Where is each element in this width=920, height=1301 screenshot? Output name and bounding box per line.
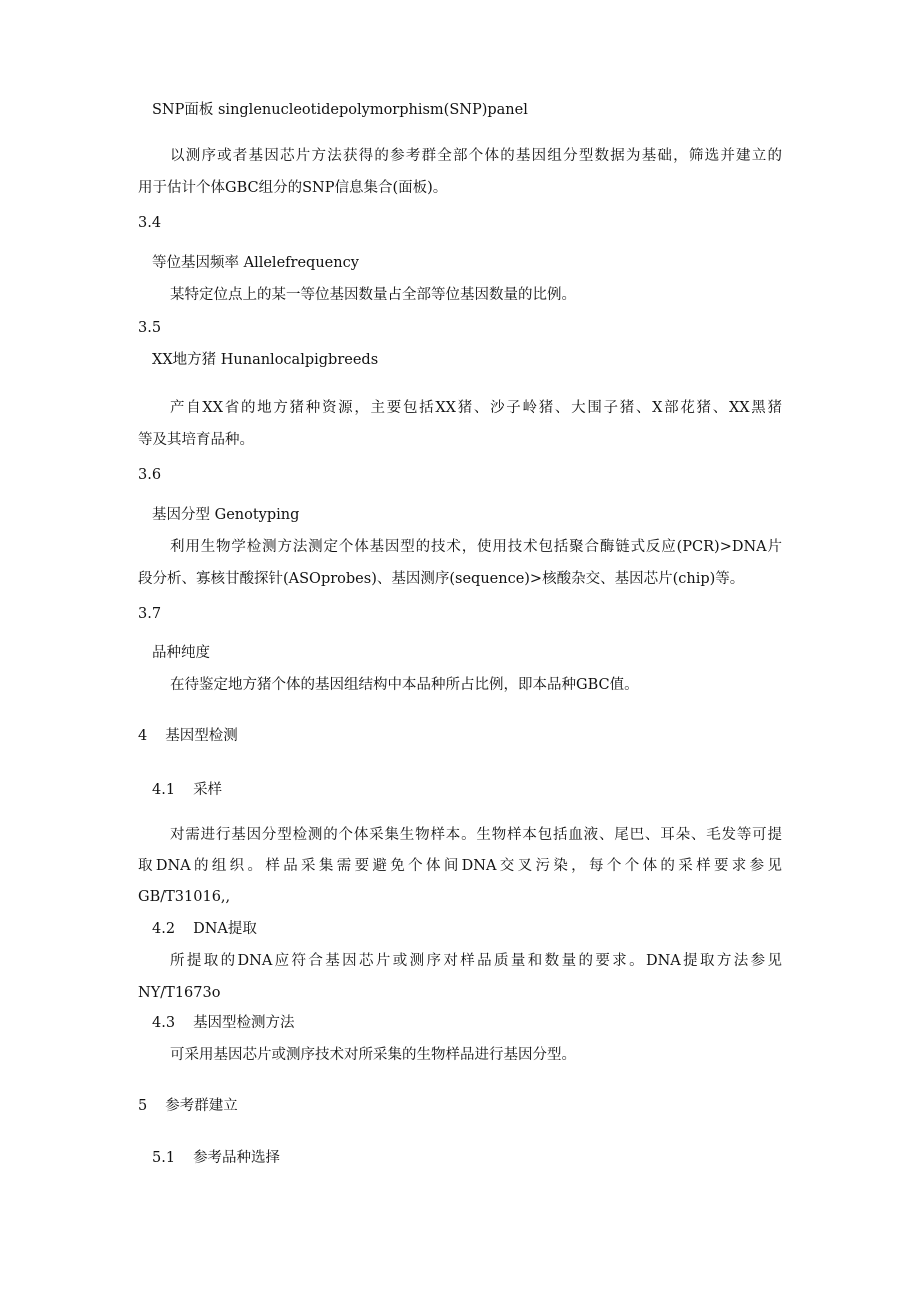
snp-panel-term: SNP面板 singlenucleotidepolymorphism(SNP)panel [152, 102, 528, 118]
local-pig-definition-line-2: 等及其培育品种。 [138, 432, 254, 448]
section-5-heading [138, 1096, 238, 1116]
section-4-2-number: 4.2 [152, 921, 176, 937]
section-4-1-paragraph-line-1: 对需进行基因分型检测的个体采集生物样本。生物样本包括血液、尾巴、耳朵、毛发等可提 [170, 827, 782, 843]
section-4-1-paragraph-line-2: 取DNA的组织。样品采集需要避免个体间DNA交叉污染，每个个体的采样要求参见 [138, 858, 782, 874]
section-4-2-paragraph-line-2: NY/T1673o [138, 985, 221, 1001]
section-4-2-paragraph-line-1: 所提取的DNA应符合基因芯片或测序对样品质量和数量的要求。DNA提取方法参见 [170, 953, 782, 969]
breed-purity-definition: 在待鉴定地方猪个体的基因组结构中本品种所占比例，即本品种GBC值。 [170, 677, 639, 693]
genotyping-term: 基因分型 Genotyping [152, 507, 300, 523]
local-pig-definition-line-1: 产自XX省的地方猪种资源，主要包括XX猪、沙子岭猪、大围子猪、X部花猪、XX黑猪 [170, 400, 782, 416]
allele-frequency-term: 等位基因频率 Allelefrequency [152, 255, 359, 271]
section-4-1-title: 采样 [193, 782, 223, 798]
section-4-3-number: 4.3 [152, 1015, 176, 1031]
section-5-1-number: 5.1 [152, 1150, 176, 1166]
genotyping-definition-line-2: 段分析、寡核甘酸探针(ASOprobes)、基因测序(sequence)>核酸杂交、基因芯片(chip)等。 [138, 571, 745, 587]
section-4-2-title: DNA提取 [193, 921, 257, 937]
clause-number-3-7: 3.7 [138, 606, 162, 622]
section-4-1-number: 4.1 [152, 782, 176, 798]
section-4-3-title: 基因型检测方法 [193, 1015, 295, 1031]
genotyping-definition-line-1: 利用生物学检测方法测定个体基因型的技术，使用技术包括聚合酶链式反应(PCR)>DNA片 [170, 539, 782, 555]
section-4-heading [138, 726, 238, 746]
section-4-3-heading [152, 1013, 295, 1033]
section-5-1-title: 参考品种选择 [193, 1150, 281, 1166]
local-pig-term: XX地方猪 Hunanlocalpigbreeds [152, 352, 379, 368]
section-4-1-heading [152, 780, 222, 800]
section-5-title: 参考群建立 [165, 1098, 238, 1114]
snp-panel-definition-line-1: 以测序或者基因芯片方法获得的参考群全部个体的基因组分型数据为基础，筛选并建立的 [170, 148, 782, 164]
section-4-1-paragraph-line-3: GB/T31016,, [138, 889, 231, 905]
allele-frequency-definition: 某特定位点上的某一等位基因数量占全部等位基因数量的比例。 [170, 287, 576, 303]
snp-panel-definition-line-2: 用于估计个体GBC组分的SNP信息集合(面板)。 [138, 180, 448, 196]
clause-number-3-6: 3.6 [138, 467, 162, 483]
section-5-number: 5 [138, 1098, 148, 1114]
section-4-number: 4 [138, 728, 148, 744]
clause-number-3-5: 3.5 [138, 320, 162, 336]
section-4-3-paragraph: 可采用基因芯片或测序技术对所采集的生物样品进行基因分型。 [170, 1047, 576, 1063]
breed-purity-term: 品种纯度 [152, 645, 210, 661]
section-4-2-heading [152, 919, 257, 939]
section-5-1-heading [152, 1148, 280, 1168]
clause-number-3-4: 3.4 [138, 215, 162, 231]
section-4-title: 基因型检测 [165, 728, 238, 744]
